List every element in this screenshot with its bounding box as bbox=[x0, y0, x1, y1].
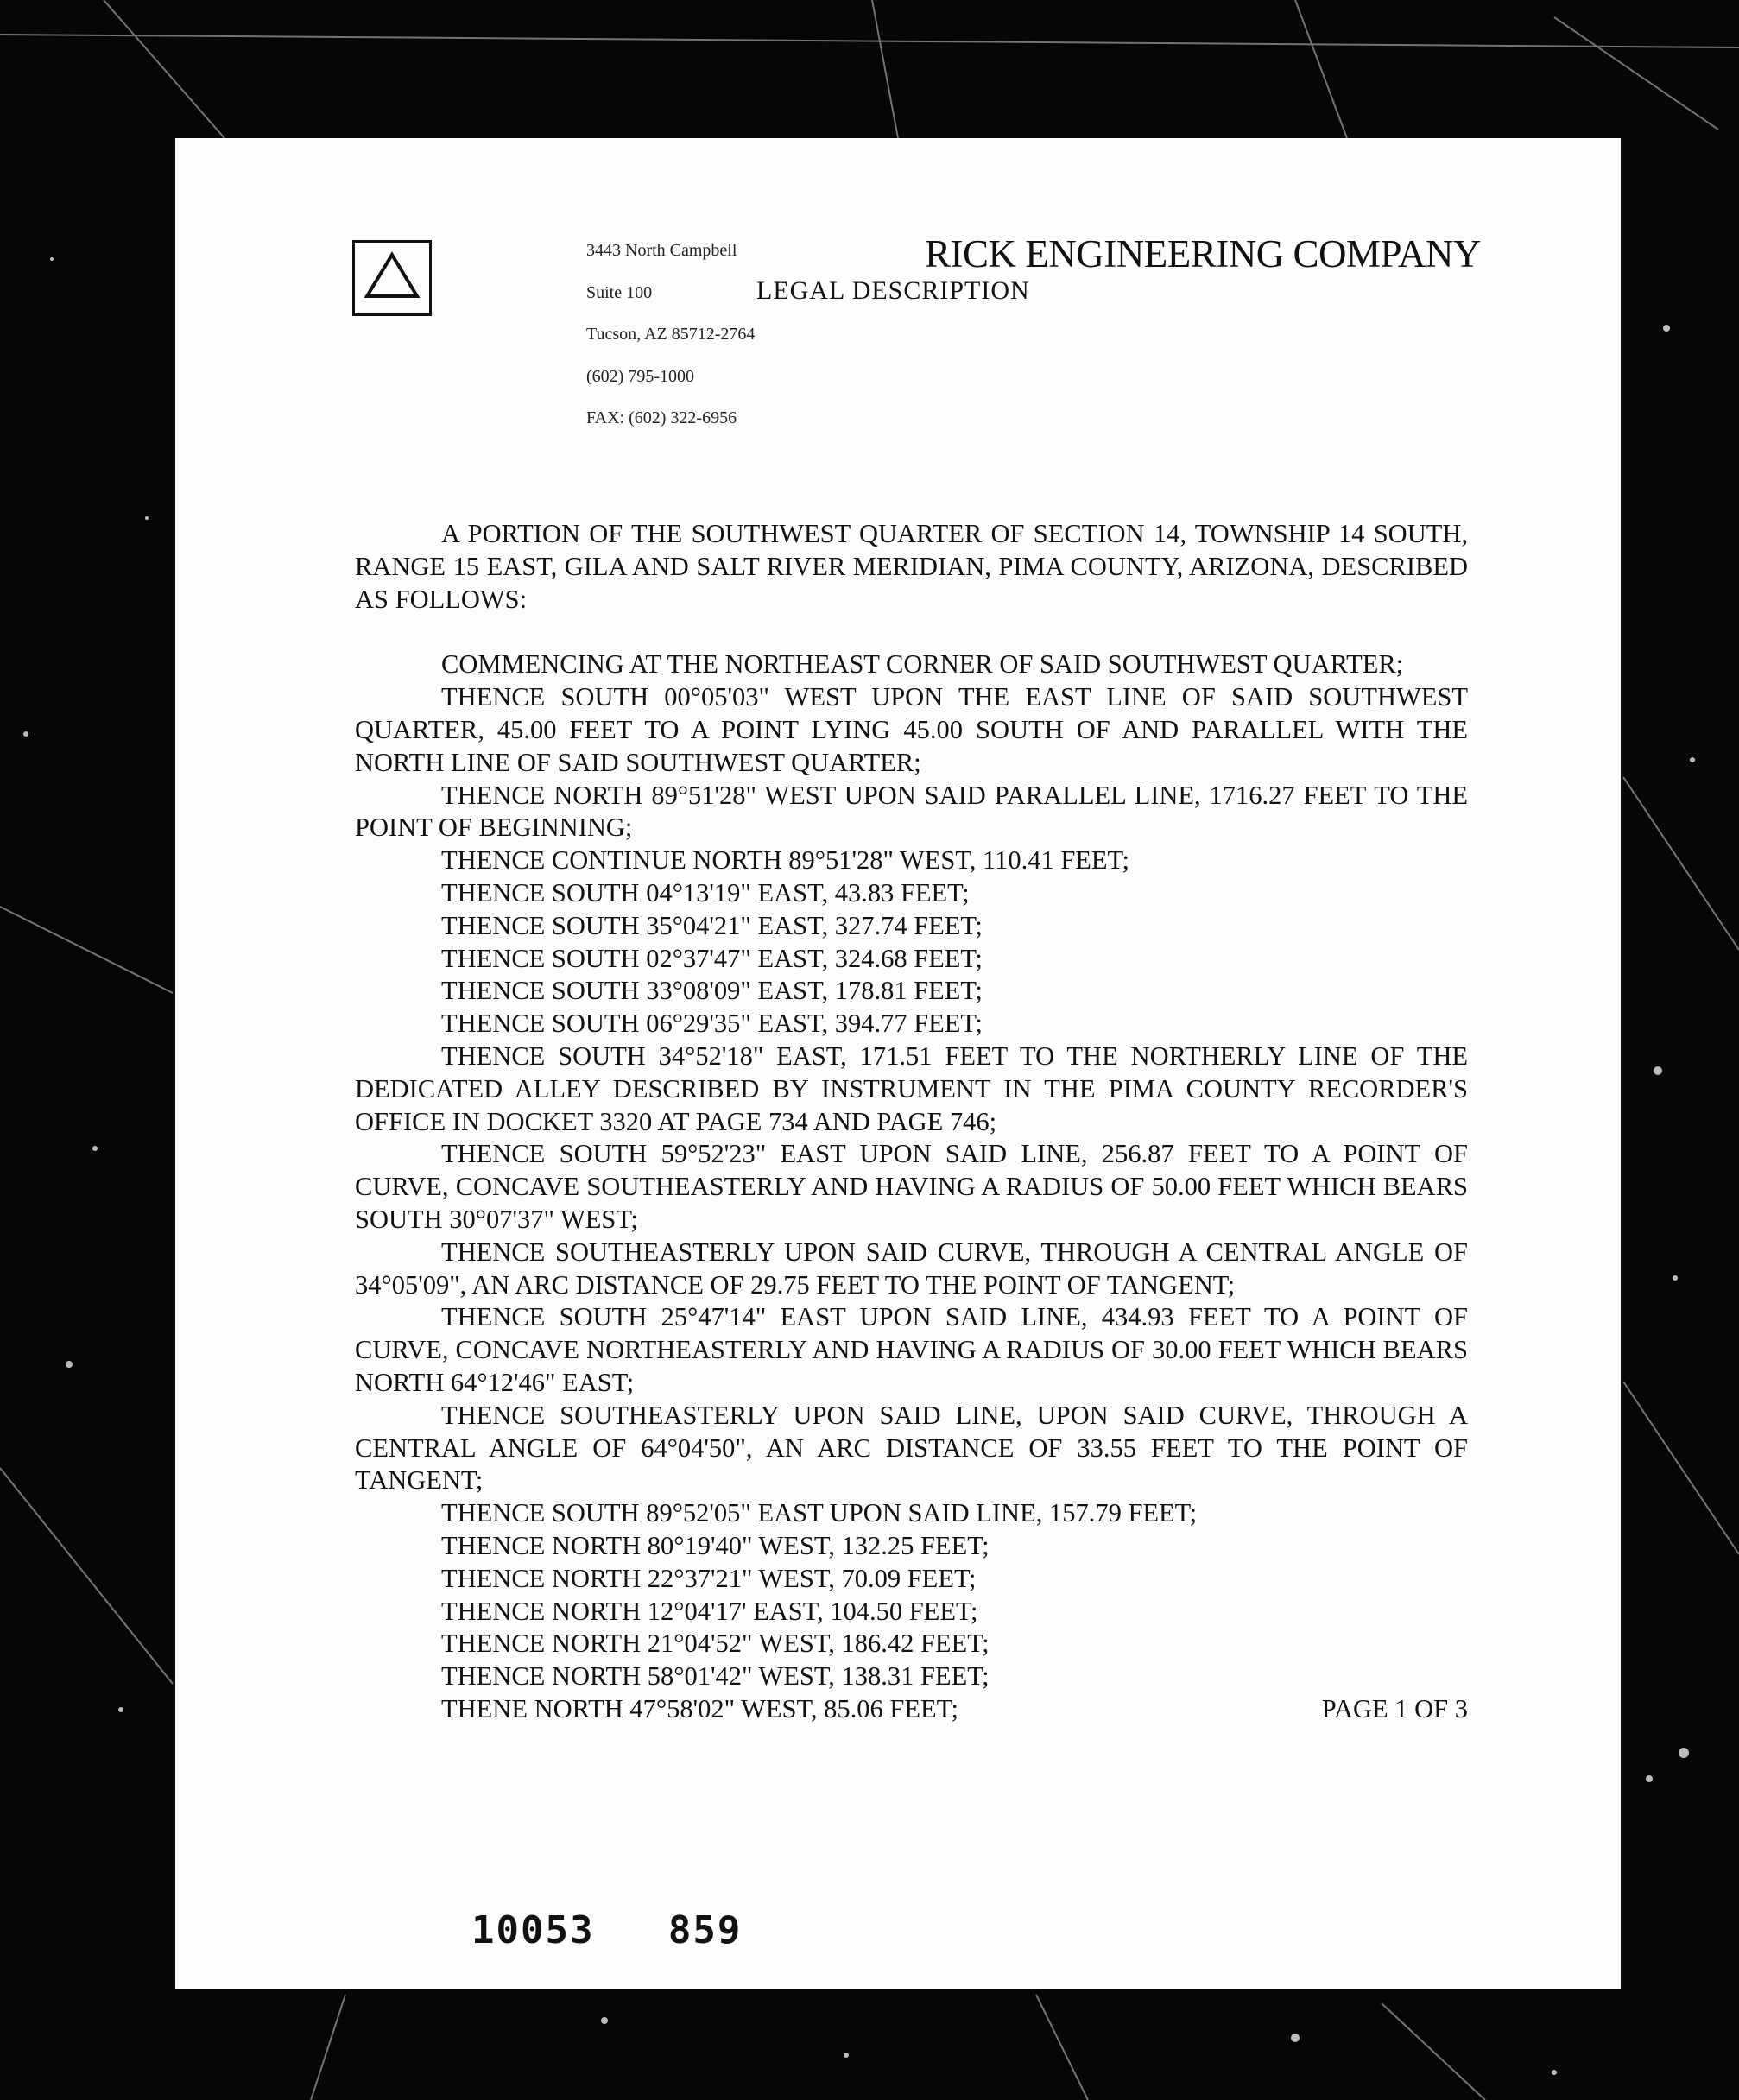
address-line: (602) 795-1000 bbox=[586, 366, 694, 386]
boundary-call: THENCE SOUTH 02°37'47" EAST, 324.68 FEET; bbox=[441, 943, 983, 973]
legal-description-body bbox=[355, 518, 1468, 1726]
triangle-logo-icon bbox=[355, 243, 429, 313]
address-line: FAX: (602) 322-6956 bbox=[586, 408, 737, 427]
boundary-call: THENCE SOUTH 06°29'35" EAST, 394.77 FEET; bbox=[441, 1009, 983, 1039]
boundary-call: THENCE SOUTH 59°52'23" EAST UPON SAID LINE, 256.87 FEET TO A POINT OF CURVE, CONCAVE SOUTHEASTERLY AND HAVING A RADIUS OF 50.00 FEET WHICH BEARS SOUTH 30°07'37" WEST; bbox=[355, 1139, 1468, 1234]
intro-paragraph: COMMENCING AT THE NORTHEAST CORNER OF SAID SOUTHWEST QUARTER; bbox=[441, 649, 1404, 680]
address-line: Tucson, AZ 85712-2764 bbox=[586, 325, 756, 344]
address-line: Suite 100 bbox=[586, 282, 653, 302]
boundary-call: THENCE NORTH 12°04'17' EAST, 104.50 FEET; bbox=[441, 1596, 978, 1626]
boundary-call: THENCE SOUTHEASTERLY UPON SAID CURVE, THROUGH A CENTRAL ANGLE OF 34°05'09", AN ARC DISTANCE OF 29.75 FEET TO THE POINT OF TANGENT; bbox=[355, 1237, 1468, 1300]
company-logo bbox=[352, 240, 432, 316]
boundary-call: THENCE NORTH 22°37'21" WEST, 70.09 FEET; bbox=[441, 1563, 977, 1593]
last-call-row bbox=[355, 1693, 1468, 1726]
company-name: RICK ENGINEERING COMPANY bbox=[925, 232, 1481, 275]
document-title: LEGAL DESCRIPTION bbox=[756, 276, 1030, 305]
boundary-call: THENCE SOUTH 33°08'09" EAST, 178.81 FEET; bbox=[441, 976, 983, 1006]
boundary-call: THENCE SOUTH 35°04'21" EAST, 327.74 FEET; bbox=[441, 910, 983, 940]
company-address bbox=[586, 230, 755, 440]
boundary-call: THENCE NORTH 89°51'28" WEST UPON SAID PARALLEL LINE, 1716.27 FEET TO THE POINT OF BEGINNING; bbox=[355, 780, 1468, 843]
boundary-call: THENCE SOUTH 04°13'19" EAST, 43.83 FEET; bbox=[441, 877, 970, 908]
boundary-call: THENE NORTH 47°58'02" WEST, 85.06 FEET; bbox=[441, 1693, 959, 1724]
boundary-call: THENCE NORTH 58°01'42" WEST, 138.31 FEET; bbox=[441, 1661, 990, 1692]
boundary-call: THENCE SOUTH 25°47'14" EAST UPON SAID LINE, 434.93 FEET TO A POINT OF CURVE, CONCAVE NORTHEASTERLY AND HAVING A RADIUS OF 30.00 FEET WHICH BEARS NORTH 64°12'46" EAST; bbox=[355, 1302, 1468, 1397]
boundary-call: THENCE SOUTH 34°52'18" EAST, 171.51 FEET TO THE NORTHERLY LINE OF THE DEDICATED ALLEY DESCRIBED BY INSTRUMENT IN THE PIMA COUNTY RECORDER'S OFFICE IN DOCKET 3320 AT PAGE 734 AND PAGE 746; bbox=[355, 1041, 1468, 1136]
boundary-call: THENCE SOUTHEASTERLY UPON SAID LINE, UPON SAID CURVE, THROUGH A CENTRAL ANGLE OF 64°04'50", AN ARC DISTANCE OF 33.55 FEET TO THE POINT OF TANGENT; bbox=[355, 1400, 1468, 1496]
document-stamp-number: 10053 859 bbox=[471, 1908, 743, 1952]
document-page bbox=[175, 138, 1621, 1989]
boundary-call: THENCE NORTH 21°04'52" WEST, 186.42 FEET; bbox=[441, 1629, 990, 1659]
boundary-call: THENCE CONTINUE NORTH 89°51'28" WEST, 110.41 FEET; bbox=[441, 845, 1129, 876]
address-line: 3443 North Campbell bbox=[586, 241, 737, 260]
intro-paragraph: A PORTION OF THE SOUTHWEST QUARTER OF SECTION 14, TOWNSHIP 14 SOUTH, RANGE 15 EAST, GILA AND SALT RIVER MERIDIAN, PIMA COUNTY, ARIZONA, DESCRIBED AS FOLLOWS: bbox=[355, 519, 1468, 614]
boundary-call: THENCE SOUTH 00°05'03" WEST UPON THE EAST LINE OF SAID SOUTHWEST QUARTER, 45.00 FEET TO A POINT LYING 45.00 SOUTH OF AND PARALLEL WITH THE NORTH LINE OF SAID SOUTHWEST QUARTER; bbox=[355, 682, 1468, 777]
boundary-call: THENCE NORTH 80°19'40" WEST, 132.25 FEET; bbox=[441, 1530, 990, 1560]
boundary-call: THENCE SOUTH 89°52'05" EAST UPON SAID LINE, 157.79 FEET; bbox=[441, 1498, 1198, 1528]
page-number: PAGE 1 OF 3 bbox=[1321, 1693, 1468, 1724]
